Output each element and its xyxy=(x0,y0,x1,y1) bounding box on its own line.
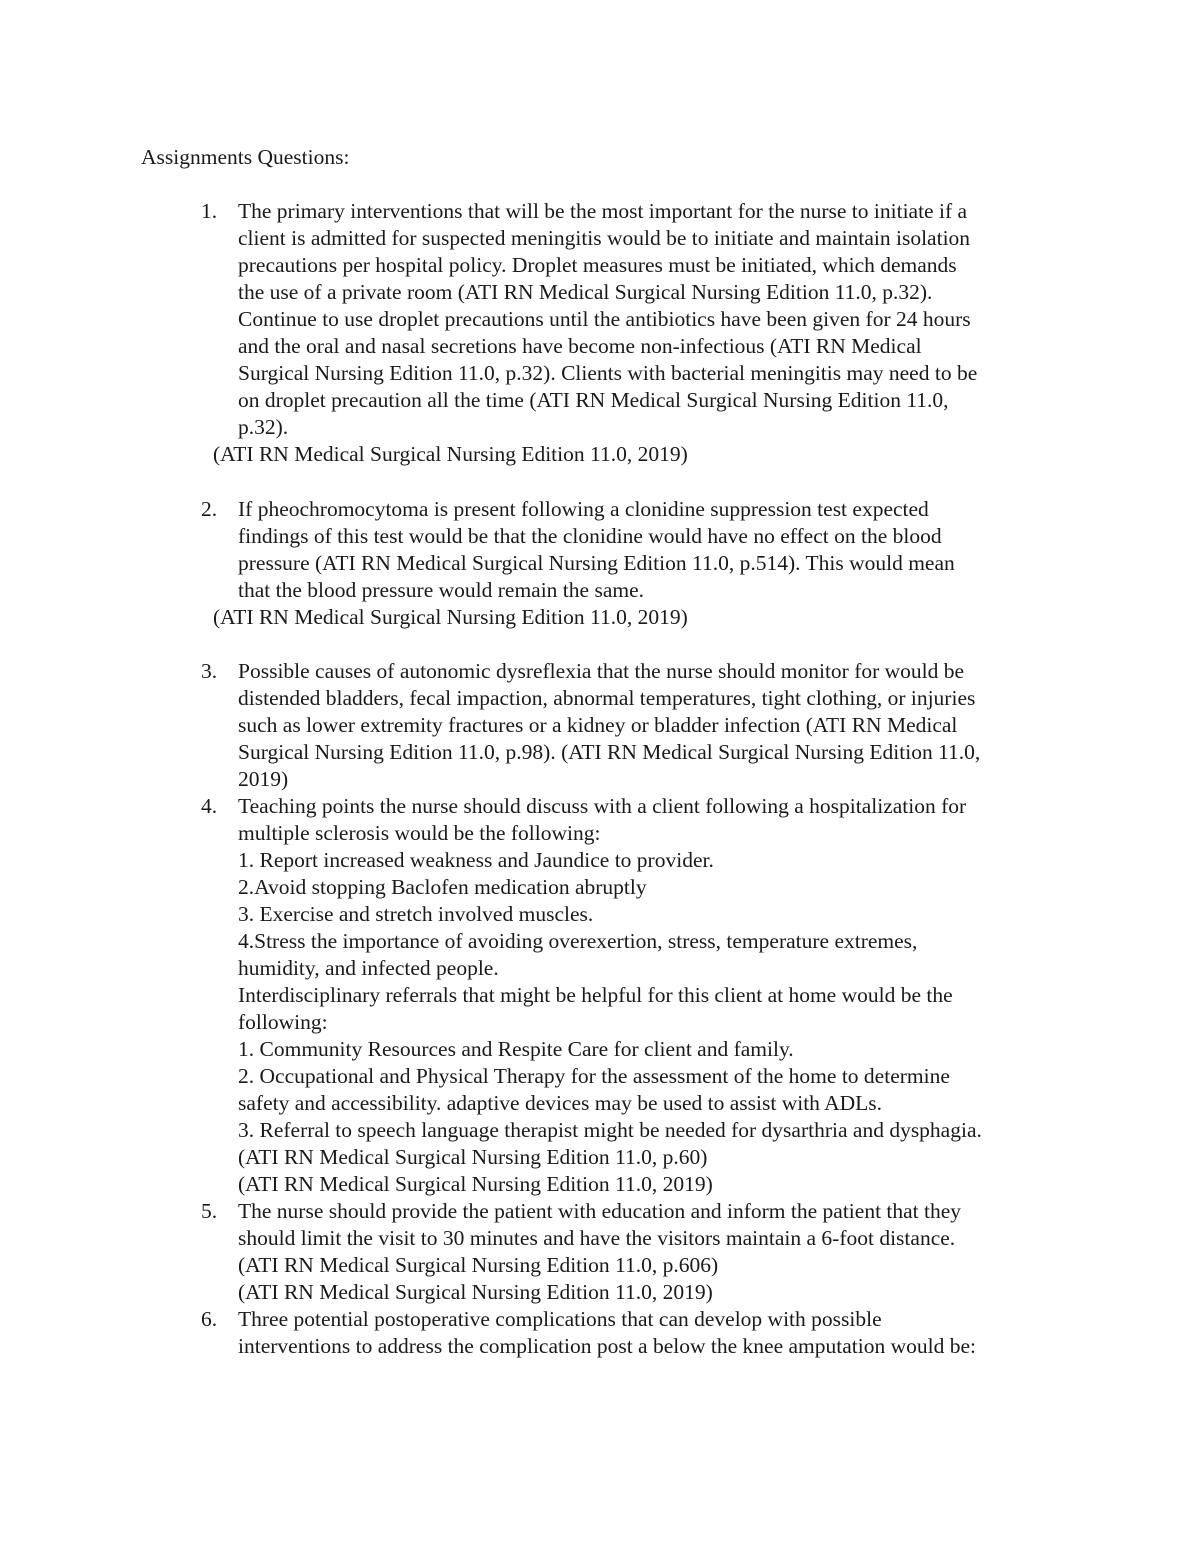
item-line: humidity, and infected people. xyxy=(238,956,499,980)
item-line: The nurse should provide the patient with education and inform the patient that they xyxy=(238,1199,962,1223)
item-line: (ATI RN Medical Surgical Nursing Edition 11.0, 2019) xyxy=(238,1172,713,1196)
item-line: client is admitted for suspected meningitis would be to initiate and maintain isolation xyxy=(238,226,971,250)
item-line: p.32). xyxy=(238,415,289,439)
item-line: 3. Referral to speech language therapist might be needed for dysarthria and dysphagia. xyxy=(238,1118,982,1142)
item-line: 3. Exercise and stretch involved muscles. xyxy=(238,902,594,926)
item-line: 1. Report increased weakness and Jaundice to provider. xyxy=(238,848,714,872)
item-line: that the blood pressure would remain the same. xyxy=(238,578,645,602)
item-line: Continue to use droplet precautions until the antibiotics have been given for 24 hours xyxy=(238,307,971,331)
item-line: 1. Community Resources and Respite Care for client and family. xyxy=(238,1037,794,1061)
item-line: Surgical Nursing Edition 11.0, p.32). Clients with bacterial meningitis may need to be xyxy=(238,361,978,385)
item-line: distended bladders, fecal impaction, abnormal temperatures, tight clothing, or injuries xyxy=(238,686,976,710)
item-line: findings of this test would be that the clonidine would have no effect on the blood xyxy=(238,524,942,548)
item-line: (ATI RN Medical Surgical Nursing Edition 11.0, 2019) xyxy=(238,1280,713,1304)
item-line: pressure (ATI RN Medical Surgical Nursing Edition 11.0, p.514). This would mean xyxy=(238,551,955,575)
item-citation: (ATI RN Medical Surgical Nursing Edition 11.0, 2019) xyxy=(213,442,688,466)
item-line: Surgical Nursing Edition 11.0, p.98). (ATI RN Medical Surgical Nursing Edition 11.0, xyxy=(238,740,981,764)
item-line: on droplet precaution all the time (ATI RN Medical Surgical Nursing Edition 11.0, xyxy=(238,388,949,412)
item-line: 2019) xyxy=(238,767,289,791)
item-line: 4.Stress the importance of avoiding overexertion, stress, temperature extremes, xyxy=(238,929,918,953)
item-line: the use of a private room (ATI RN Medical Surgical Nursing Edition 11.0, p.32). xyxy=(238,280,933,304)
item-line: Interdisciplinary referrals that might be helpful for this client at home would be the xyxy=(238,983,953,1007)
item-line: 2.Avoid stopping Baclofen medication abruptly xyxy=(238,875,647,899)
item-number: 4. xyxy=(201,794,218,818)
item-line: following: xyxy=(238,1010,328,1034)
page-heading: Assignments Questions: xyxy=(141,145,350,169)
item-line: 2. Occupational and Physical Therapy for the assessment of the home to determine xyxy=(238,1064,950,1088)
item-line: The primary interventions that will be the most important for the nurse to initiate if a xyxy=(238,199,968,223)
item-line: interventions to address the complication post a below the knee amputation would be: xyxy=(238,1334,976,1358)
item-line: Possible causes of autonomic dysreflexia that the nurse should monitor for would be xyxy=(238,659,965,683)
item-line: such as lower extremity fractures or a kidney or bladder infection (ATI RN Medical xyxy=(238,713,958,737)
item-line: precautions per hospital policy. Droplet measures must be initiated, which demands xyxy=(238,253,957,277)
item-line: Teaching points the nurse should discuss with a client following a hospitalization for xyxy=(238,794,967,818)
item-line: Three potential postoperative complications that can develop with possible xyxy=(238,1307,882,1331)
item-citation: (ATI RN Medical Surgical Nursing Edition 11.0, 2019) xyxy=(213,605,688,629)
item-line: and the oral and nasal secretions have become non-infectious (ATI RN Medical xyxy=(238,334,922,358)
item-number: 2. xyxy=(201,497,218,521)
item-line: If pheochromocytoma is present following a clonidine suppression test expected xyxy=(238,497,929,521)
item-line: should limit the visit to 30 minutes and have the visitors maintain a 6-foot distance. xyxy=(238,1226,956,1250)
item-line: safety and accessibility. adaptive devices may be used to assist with ADLs. xyxy=(238,1091,883,1115)
item-number: 6. xyxy=(201,1307,218,1331)
item-line: (ATI RN Medical Surgical Nursing Edition 11.0, p.60) xyxy=(238,1145,708,1169)
item-line: multiple sclerosis would be the following: xyxy=(238,821,601,845)
item-number: 3. xyxy=(201,659,218,683)
item-number: 5. xyxy=(201,1199,218,1223)
item-line: (ATI RN Medical Surgical Nursing Edition 11.0, p.606) xyxy=(238,1253,719,1277)
item-number: 1. xyxy=(201,199,218,223)
